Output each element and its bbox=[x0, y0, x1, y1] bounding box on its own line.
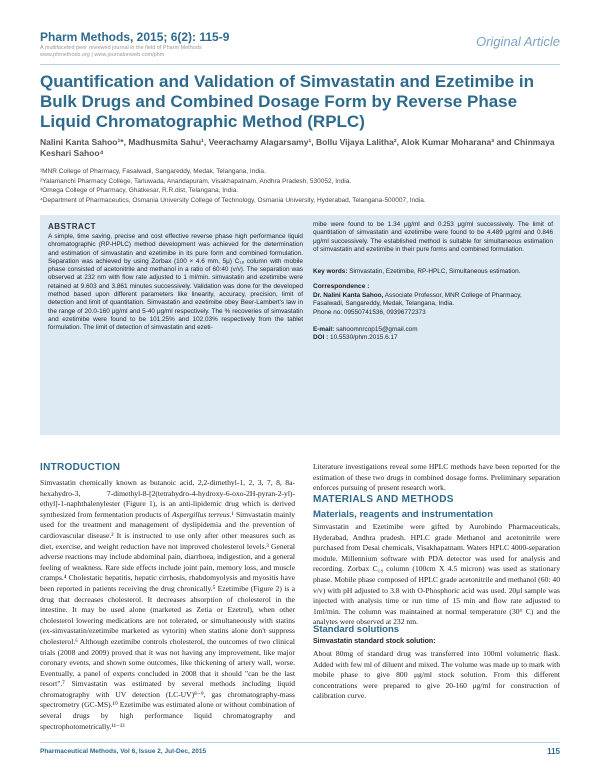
materials-paragraph: Simvastatin and Ezetimibe were gifted by Aurobindo Pharmaceuticals, Hyderabad, Andhra pradesh. HPLC grade Methanol and acetonitrile were purchased from Desai chemicals, Visakhapatnam. Waters HPLC 4000-separation module. Millennium software with PDA detector was used for analysis and recording. Zorbax C₁₈ column (100cm X 4.5 micron) was used as stationary phase. Mobile phase composed of HPLC grade acetonitrile and methanol (60: 40 v/v) with pH adjusted to 3.8 with O-Phosphoric acid was used. 20μl sample was injected with analysis time or run time of 15 min and flow rate adjusted to 1ml/min. The column was maintained at normal temperature (30° C) and the analytes were observed at 232 nm. bbox=[313, 522, 560, 627]
keywords-value: Simvastatin, Ezetimibe, RP-HPLC, Simultaneous estimation. bbox=[349, 268, 521, 275]
keywords bbox=[313, 268, 553, 276]
footer-divider bbox=[40, 742, 560, 743]
journal-website-line[interactable]: www.phmethods.org | www.journalonweb.com/phm bbox=[40, 51, 165, 58]
page-number: 115 bbox=[547, 747, 560, 756]
correspondence-details bbox=[313, 292, 553, 317]
intro-text-part1: Simvastatin chemically known as butanoic acid, 2,2-dimethyl-1, 2, 3, 7, 8, 8a-hexahydro-3, 7-dimethyl-8-[2(tetrahydro-4-hydroxy-6-oxo-2H-pyran-2-yl)-ethyl]-1-naphthalenylester (Figure 1), is an anti-lipidemic drug which is derived synthesized from fermentation products of bbox=[40, 478, 295, 519]
introduction-heading: INTRODUCTION bbox=[40, 462, 121, 473]
stock-solution-paragraph: About 80mg of standard drug was transferred into 100ml volumetric flask. Added with few ml of diluent and mixed. The volume was made up to mark with mobile phase to give 800 μg/ml stock solution. From this different concentrations were prepared to give 20-160 μg/ml for construction of calibration curve. bbox=[313, 649, 560, 701]
correspondence-heading: Correspondence : bbox=[313, 283, 370, 290]
journal-subtitle bbox=[40, 45, 280, 58]
email-link[interactable]: sahoomnrcop15@gmail.com bbox=[336, 326, 418, 333]
introduction-text bbox=[40, 478, 295, 732]
article-type-label: Original Article bbox=[475, 34, 560, 49]
correspondence-name: Dr. Nalini Kanta Sahoo, bbox=[313, 292, 384, 299]
affiliation-item: ⁴Department of Pharmaceutics, Osmania University College of Technology, Osmania University, Hyderabad, Telangana-500007, India. bbox=[40, 196, 426, 204]
simvastatin-stock-heading: Simvastatin standard stock solution: bbox=[313, 638, 436, 645]
footer-journal-info: Pharmaceutical Methods, Vol 6, Issue 2, Jul-Dec, 2015 bbox=[40, 748, 207, 755]
affiliation-item: ³Omega College of Pharmacy, Ghatkesar, R.R.dist, Telangana, India. bbox=[40, 187, 239, 194]
author-list: Nalini Kanta Sahoo¹*, Madhusmita Sahu¹, Veerachamy Alagarsamy¹, Bollu Vijaya Lalitha², Alok Kumar Moharana³ and Chinmaya Keshari Sahoo⁴ bbox=[40, 137, 555, 158]
keywords-label: Key words: bbox=[313, 268, 348, 275]
affiliation-item: ¹MNR College of Pharmacy, Fasalwadi, Sangareddy, Medak, Telangana, India. bbox=[40, 168, 266, 175]
email-doi-block bbox=[313, 326, 553, 343]
doi-label: DOI : bbox=[313, 334, 329, 342]
intro-text-part2: ¹ Simvastatin mainly used for the treatment and management of dyslipidemia and the prevention of cardiovascular disease.² It is instructed to use only after other measures such as diet, exercise, and weight reduction have not improved cholesterol levels.³ General adverse reactions may include abdominal pain, diarrhoea, indigestion, and a general feeling of weakness. Rare side effects include joint pain, memory loss, and muscle cramps.⁴ Cholestatic hepatitis, hepatic cirrhosis, rhabdomyolysis and myositis have been reported in patients receiving the drug chronically.⁵ Ezetimibe (Figure 2) is a drug that decreases cholesterol. It decreases absorption of cholesterol in the intestine. It may be used alone (marketed as Zetia or Ezetrol), when other cholesterol lowering medications are not tolerated, or simultaneously with statins (ex-simvastatin/ezetimibe marketed as vytorin) when statins alone don't suppress cholesterol.⁶ Although ezetimibe controls cholesterol, the outcomes of two clinical trials (2008 and 2009) proved that it was not having any improvement, like major coronary events, and shown some outcomes, like thickening of artery wall, worse. Eventually, a panel of experts concluded in 2008 that it should "can be the last resort".⁷ Simvastatin was estimated by several methods including liquid chromatography with UV detection (LC-UV)⁸⁻⁹, gas chromatography-mass spectrometry (GC-MS).¹⁰ Ezetimibe was estimated alone or without combination of several drugs by high performance liquid chromatography and spectrophotometrically.¹¹⁻¹³ bbox=[40, 509, 296, 731]
materials-methods-heading: MATERIALS AND METHODS bbox=[313, 494, 454, 505]
materials-subheading: Materials, reagents and instrumentation bbox=[313, 509, 494, 520]
literature-paragraph: Literature investigations reveal some HPLC methods have been reported for the estimation of these two drugs in combined dosage forms. Preliminary separation enforces pursuing of present research work. bbox=[313, 462, 560, 493]
correspondence-address: Associate Professor, MNR College of Pharmacy, Fasalwadi, Sangareddy, Medak, Telangana, India. bbox=[313, 292, 522, 308]
abstract-text-right: mibe were found to be 1.34 μg/ml and 0.253 μg/ml successively. The limit of quantitation of simvastatin and ezetimibe were found to be 4.489 μg/ml and 0.846 μg/ml successively. The established method is suitable for simultaneous estimation of simvastatin and ezetimibe in their pure forms and combined formulation. bbox=[313, 221, 553, 253]
correspondence-phone: Phone no: 09550741536, 09396772373 bbox=[313, 308, 426, 316]
standard-solutions-heading: Standard solutions bbox=[313, 624, 400, 635]
paper-title: Quantification and Validation of Simvastatin and Ezetimibe in Bulk Drugs and Combined Dosage Form by Reverse Phase Liquid Chromatographic Method (RPLC) bbox=[40, 72, 535, 131]
email-label: E-mail: bbox=[313, 326, 335, 333]
affiliation-list bbox=[40, 167, 560, 205]
abstract-text-left: A simple, time saving, precise and cost effective reverse phase high performance liquid chromatographic (RP-HPLC) method development was achieved for the determination and estimation of simvastatin and ezetimibe in its pure form and combined formulation. Separation was achieved by using Zorbax (100 × 4.6 mm, 5μ) C₁₈ column with mobile phase consisted of acetonitrile and methanol in a ratio of 60:40 (v/v). The separation was observed at 232 nm with flow rate adjusted to 1 ml/min. simvastatin and ezetimibe were retained at 9.603 and 3.861 minutes successively. Validation was done for the developed method based upon different parameters like linearity, accuracy, precision, limit of detection and limit of quantitation. Simvastatin and ezetimibe obey Beer-Lambert's law in the range of 20.0-160 μg/ml and 5-40 μg/ml respectively. The % recoveries of simvastatin and ezetimibe were found to be 101.25% and 102.03% respectively from the tablet formulation. The limit of detection of simvastatin and ezeti- bbox=[48, 233, 303, 332]
affiliation-item: ²Yalamanchi Pharmacy College, Tarluwada, Anandapuram, Visakhapatnam, Andhra Pradesh, 530052, India. bbox=[40, 177, 352, 185]
journal-citation: Pharm Methods, 2015; 6(2): 115-9 bbox=[40, 30, 230, 44]
doi-link[interactable]: 10.5530/phm.2015.6.17 bbox=[330, 334, 398, 342]
abstract-heading: ABSTRACT bbox=[48, 222, 96, 231]
header-divider bbox=[40, 64, 560, 65]
journal-subtitle-line: A multifaceted peer reviewed journal in the field of Pharm Methods bbox=[40, 45, 202, 51]
intro-species-name: Aspergillus terreus. bbox=[172, 509, 232, 519]
